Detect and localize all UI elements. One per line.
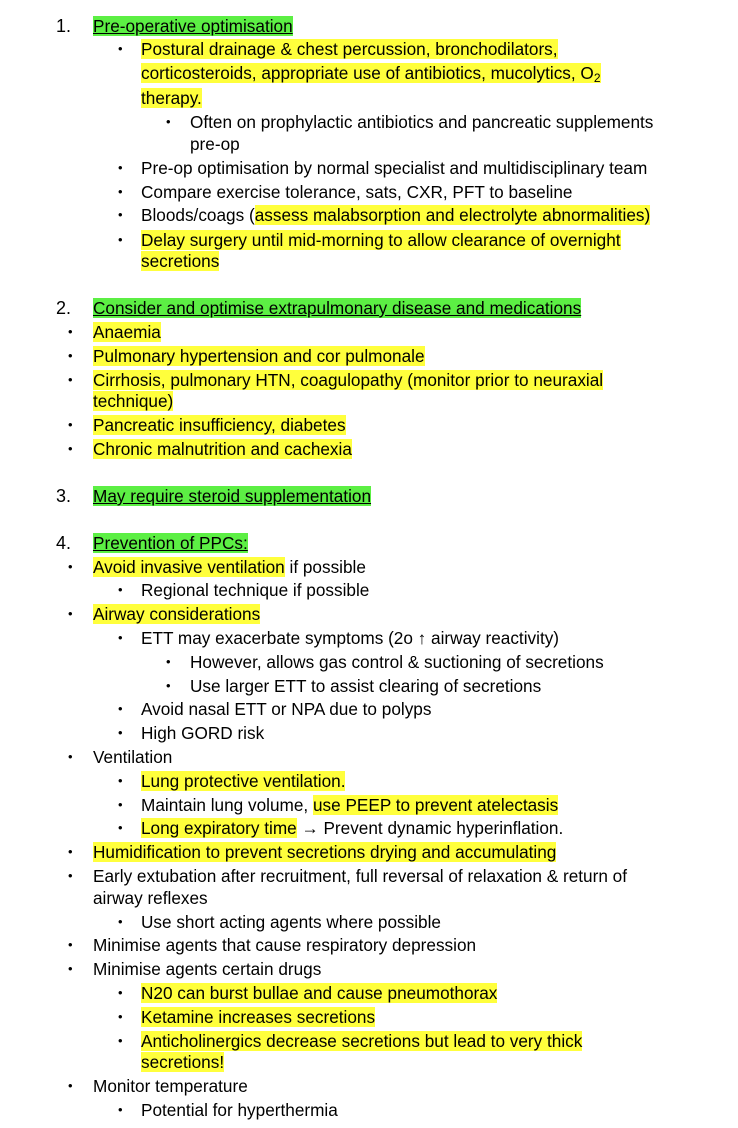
list-item: However, allows gas control & suctioning of secretions — [190, 652, 604, 672]
bullet-dot: • — [118, 1033, 123, 1048]
bullet-dot: • — [68, 961, 73, 976]
section-number: 3. — [56, 486, 72, 506]
list-item: Chronic malnutrition and cachexia — [93, 439, 352, 459]
bullet-dot: • — [68, 324, 73, 339]
bullet-dot: • — [166, 114, 171, 129]
bullet-dot: • — [68, 372, 73, 387]
list-item-continuation: airway reflexes — [93, 888, 208, 908]
bullet-dot: • — [118, 773, 123, 788]
bullet-dot: • — [118, 820, 123, 835]
list-item: Pancreatic insufficiency, diabetes — [93, 415, 346, 435]
list-item: Ketamine increases secretions — [141, 1007, 376, 1027]
bullet-dot: • — [118, 985, 123, 1000]
bullet-dot: • — [68, 749, 73, 764]
bullet-dot: • — [68, 348, 73, 363]
section-heading: Consider and optimise extrapulmonary disease and medications — [93, 298, 582, 318]
list-item: Delay surgery until mid-morning to allow clearance of overnight — [141, 230, 621, 250]
bullet-dot: • — [118, 207, 123, 222]
bullet-dot: • — [118, 41, 123, 56]
bullet-dot: • — [166, 654, 171, 669]
list-item: Potential for hyperthermia — [141, 1100, 338, 1120]
list-item: Monitor temperature — [93, 1076, 248, 1096]
list-item: Pulmonary hypertension and cor pulmonale — [93, 346, 425, 366]
bullet-dot: • — [118, 797, 123, 812]
section-number: 2. — [56, 298, 72, 318]
bullet-dot: • — [118, 160, 123, 175]
bullet-dot: • — [118, 630, 123, 645]
list-item: Compare exercise tolerance, sats, CXR, PFT to baseline — [141, 182, 573, 202]
bullet-dot: • — [68, 937, 73, 952]
list-item: High GORD risk — [141, 723, 265, 743]
list-item: Minimise agents that cause respiratory depression — [93, 935, 477, 955]
section-heading: Prevention of PPCs: — [93, 533, 248, 553]
list-item-continuation: pre-op — [190, 134, 240, 154]
bullet-dot: • — [118, 232, 123, 247]
bullet-dot: • — [68, 559, 73, 574]
bullet-dot: • — [118, 184, 123, 199]
bullet-dot: • — [68, 606, 73, 621]
bullet-dot: • — [118, 725, 123, 740]
bullet-dot: • — [118, 701, 123, 716]
list-item: N20 can burst bullae and cause pneumothorax — [141, 983, 498, 1003]
list-item: Minimise agents certain drugs — [93, 959, 322, 979]
list-item: Lung protective ventilation. — [141, 771, 346, 791]
list-item: Avoid invasive ventilation if possible — [93, 557, 366, 577]
list-item-continuation: secretions! — [141, 1052, 225, 1072]
bullet-dot: • — [118, 914, 123, 929]
bullet-dot: • — [68, 868, 73, 883]
list-item: Anticholinergics decrease secretions but lead to very thick — [141, 1031, 583, 1051]
bullet-dot: • — [68, 1078, 73, 1093]
list-item: Anaemia — [93, 322, 161, 342]
list-item-continuation: secretions — [141, 251, 220, 271]
section-heading: Pre-operative optimisation — [93, 16, 293, 36]
bullet-dot: • — [166, 678, 171, 693]
section-heading: May require steroid supplementation — [93, 486, 372, 506]
list-item: Cirrhosis, pulmonary HTN, coagulopathy (monitor prior to neuraxial — [93, 370, 604, 390]
list-item: Airway considerations — [93, 604, 261, 624]
list-item-continuation: corticosteroids, appropriate use of antibiotics, mucolytics, $O_2$ — [141, 63, 601, 85]
list-item-continuation: technique) — [93, 391, 174, 411]
list-item: Postural drainage & chest percussion, bronchodilators, — [141, 39, 558, 59]
section-number: 1. — [56, 16, 72, 36]
bullet-dot: • — [118, 582, 123, 597]
list-item: Often on prophylactic antibiotics and pancreatic supplements — [190, 112, 654, 132]
list-item: Avoid nasal ETT or NPA due to polyps — [141, 699, 432, 719]
list-item: Early extubation after recruitment, full reversal of relaxation & return of — [93, 866, 628, 886]
list-item: Bloods/coags (assess malabsorption and electrolyte abnormalities) — [141, 205, 651, 225]
bullet-dot: • — [68, 844, 73, 859]
bullet-dot: • — [68, 417, 73, 432]
list-item: Long expiratory time → Prevent dynamic hyperinflation. — [141, 818, 564, 838]
list-item-continuation: therapy. — [141, 88, 202, 108]
list-item: Ventilation — [93, 747, 173, 767]
list-item: Humidification to prevent secretions drying and accumulating — [93, 842, 557, 862]
list-item: Regional technique if possible — [141, 580, 370, 600]
list-item: Maintain lung volume, use PEEP to prevent atelectasis — [141, 795, 559, 815]
section-number: 4. — [56, 533, 72, 553]
list-item: Use larger ETT to assist clearing of secretions — [190, 676, 542, 696]
list-item: Use short acting agents where possible — [141, 912, 441, 932]
bullet-dot: • — [118, 1009, 123, 1024]
bullet-dot: • — [68, 441, 73, 456]
bullet-dot: • — [118, 1102, 123, 1117]
list-item: ETT may exacerbate symptoms (2o ↑ airway reactivity) — [141, 628, 560, 648]
list-item: Pre-op optimisation by normal specialist and multidisciplinary team — [141, 158, 648, 178]
